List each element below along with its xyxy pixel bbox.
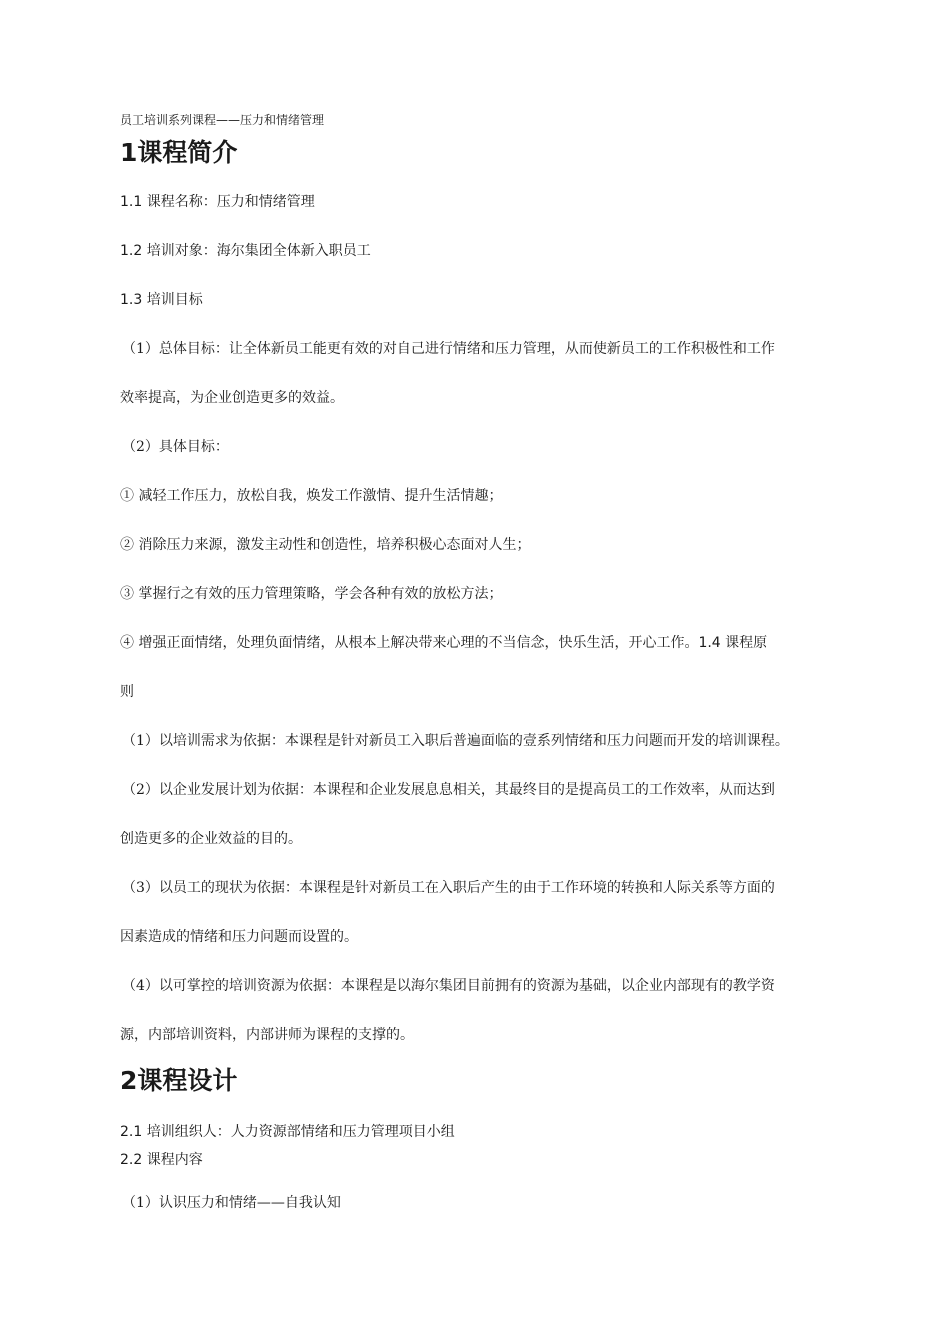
paragraph-line: （1）总体目标：让全体新员工能更有效的对自己进行情绪和压力管理，从而使新员工的工作积极性和工作	[122, 341, 775, 357]
subsection-number: 1.1	[120, 194, 143, 210]
paragraph-text: 课程原	[725, 635, 768, 651]
subsection-number: 1.2	[120, 243, 143, 259]
subsection-number: 1.4	[698, 635, 721, 651]
section-title: 课程设计	[137, 1066, 238, 1095]
paragraph-line: （1）以培训需求为依据：本课程是针对新员工入职后普遍面临的壹系列情绪和压力问题而开发的培训课程。	[122, 733, 789, 749]
list-item: ② 消除压力来源，激发主动性和创造性，培养积极心态面对人生；	[120, 537, 531, 553]
subsection-number: 2.2	[120, 1152, 143, 1168]
subsection-2-1	[120, 1122, 455, 1142]
paragraph-text: 课程内容	[146, 1152, 203, 1168]
paragraph-text: 课程名称：压力和情绪管理	[146, 194, 315, 210]
paragraph-line: 因素造成的情绪和压力问题而设置的。	[120, 929, 358, 945]
paragraph-line: 则	[120, 684, 134, 700]
paragraph-line: （2）以企业发展计划为依据：本课程和企业发展息息相关，其最终目的是提高员工的工作效率，从而达到	[122, 782, 775, 798]
subsection-1-1	[120, 192, 315, 212]
section-title: 课程简介	[137, 138, 238, 167]
paragraph-line: （2）具体目标：	[122, 439, 229, 455]
paragraph-line: （1）认识压力和情绪——自我认知	[122, 1195, 341, 1211]
subsection-1-2	[120, 241, 371, 261]
paragraph-line: （4）以可掌控的培训资源为依据：本课程是以海尔集团目前拥有的资源为基础，以企业内部现有的教学资	[122, 978, 775, 994]
page-header: 员工培训系列课程——压力和情绪管理	[120, 113, 325, 127]
section-number: 2	[120, 1066, 138, 1095]
section-heading-2	[120, 1064, 237, 1098]
section-number: 1	[120, 138, 138, 167]
paragraph-line: 创造更多的企业效益的目的。	[120, 831, 302, 847]
paragraph-text: 培训组织人：人力资源部情绪和压力管理项目小组	[146, 1124, 455, 1140]
paragraph-line: 效率提高，为企业创造更多的效益。	[120, 390, 344, 406]
list-item: ① 减轻工作压力，放松自我，焕发工作激情、提升生活情趣；	[120, 488, 503, 504]
paragraph-line: （3）以员工的现状为依据：本课程是针对新员工在入职后产生的由于工作环境的转换和人际关系等方面的	[122, 880, 775, 896]
paragraph-text: 培训对象：海尔集团全体新入职员工	[146, 243, 371, 259]
subsection-2-2	[120, 1150, 203, 1170]
subsection-number: 1.3	[120, 292, 143, 308]
list-item: ③ 掌握行之有效的压力管理策略，学会各种有效的放松方法；	[120, 586, 503, 602]
paragraph-text: ④ 增强正面情绪，处理负面情绪，从根本上解决带来心理的不当信念，快乐生活，开心工作。	[120, 635, 699, 651]
section-heading-1	[120, 136, 237, 170]
paragraph-text: 培训目标	[146, 292, 203, 308]
subsection-number: 2.1	[120, 1124, 143, 1140]
subsection-1-3	[120, 290, 203, 310]
list-item	[120, 633, 767, 653]
paragraph-line: 源，内部培训资料，内部讲师为课程的支撑的。	[120, 1027, 414, 1043]
